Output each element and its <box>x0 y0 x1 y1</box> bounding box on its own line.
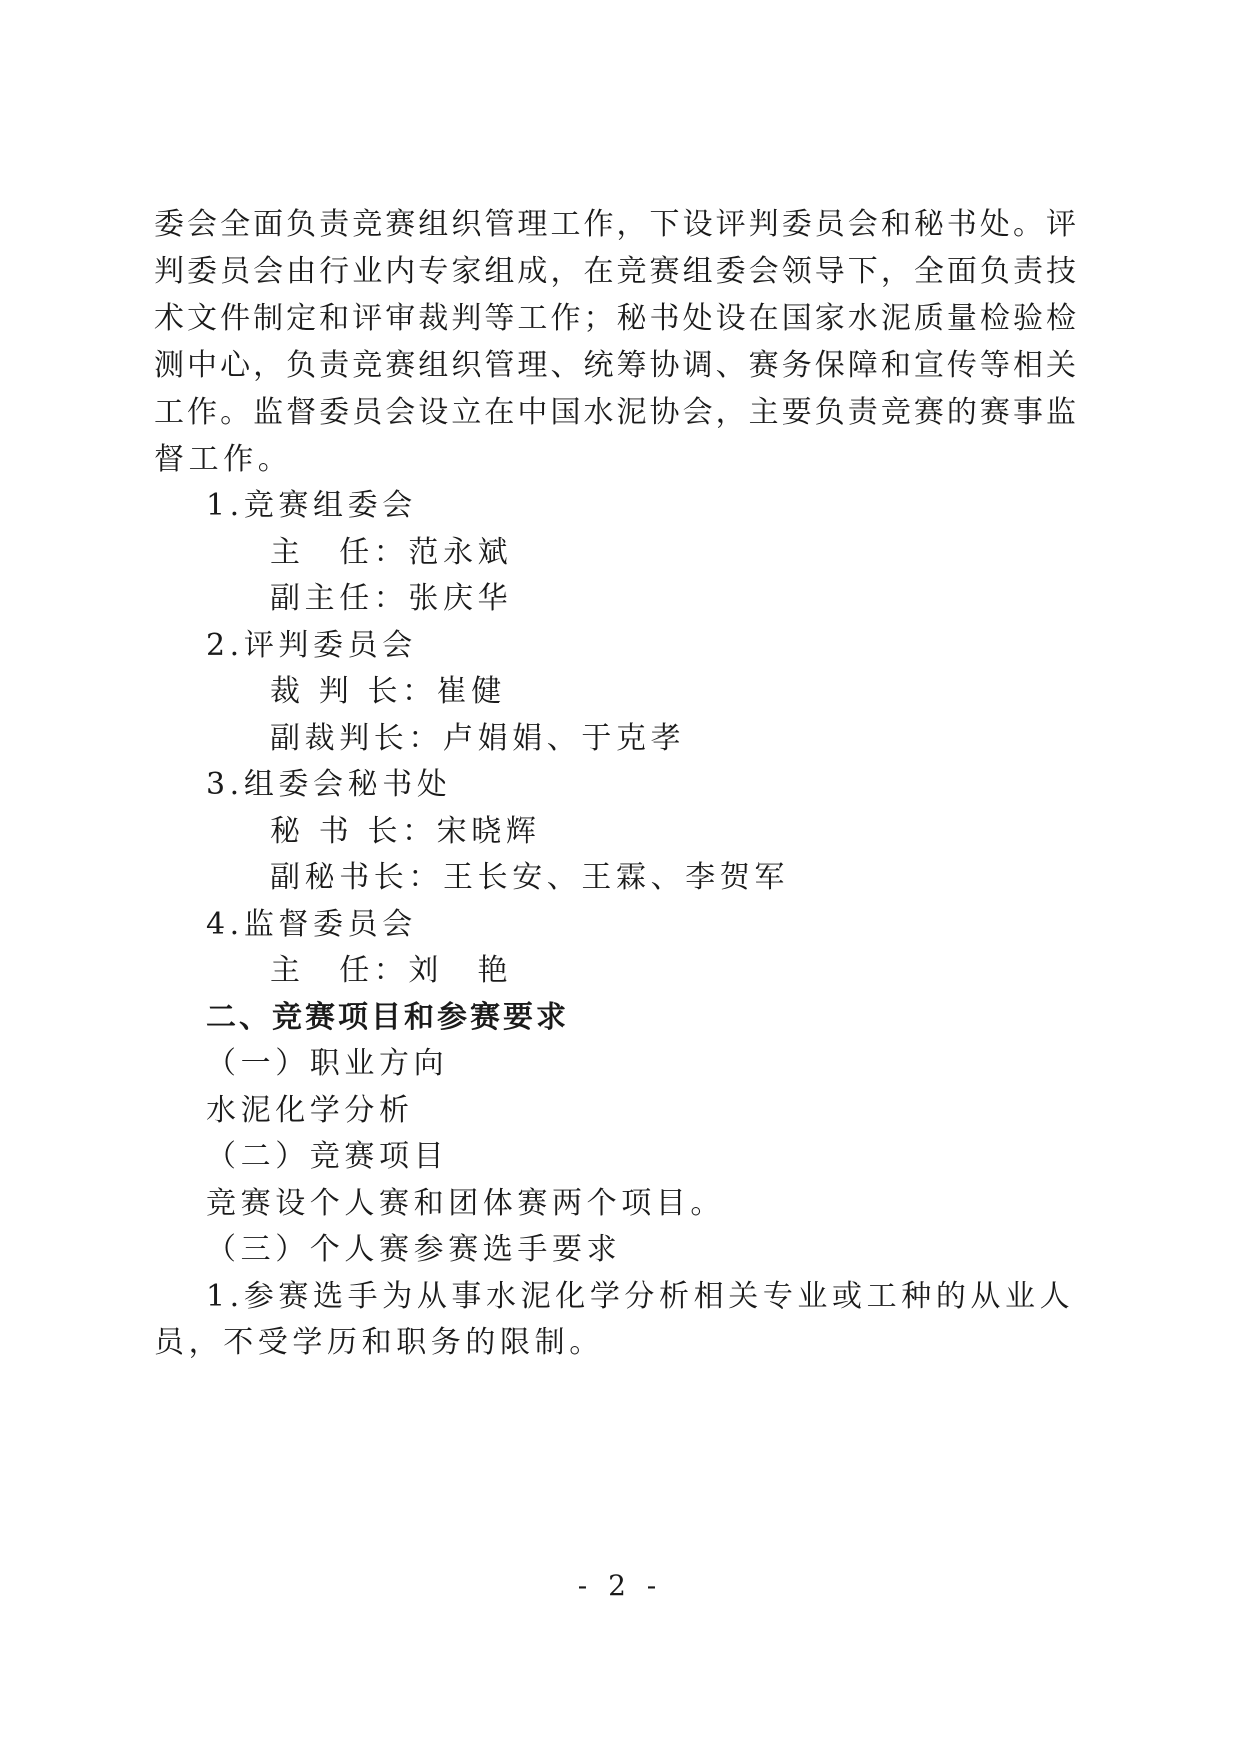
paragraph-line: 督工作。 <box>154 442 293 477</box>
paragraph-line: 委会全面负责竞赛组织管理工作，下设评判委员会和秘书处。评 <box>154 207 1076 242</box>
subsection-title: （一）职业方向 <box>206 1046 449 1081</box>
subsection-title: （三）个人赛参赛选手要求 <box>206 1232 622 1267</box>
judging-committee-title: 2.评判委员会 <box>206 628 417 663</box>
subsection-title: （二）竞赛项目 <box>206 1139 449 1174</box>
paragraph-line: 术文件制定和评审裁判等工作；秘书处设在国家水泥质量检验检 <box>154 301 1076 336</box>
organizing-committee-director: 主 任：范永斌 <box>270 535 513 570</box>
paragraph-line: 工作。监督委员会设立在中国水泥协会，主要负责竞赛的赛事监 <box>154 395 1076 430</box>
section-heading: 二、竞赛项目和参赛要求 <box>206 1000 569 1035</box>
organizing-committee-deputy-director: 副主任：张庆华 <box>270 581 513 616</box>
subsection-text: 竞赛设个人赛和团体赛两个项目。 <box>206 1186 725 1221</box>
requirement-item: 1.参赛选手为从事水泥化学分析相关专业或工种的从业人 <box>206 1279 1075 1314</box>
chief-judge: 裁 判 长：崔健 <box>270 674 506 709</box>
deputy-secretary-general: 副秘书长：王长安、王霖、李贺军 <box>270 860 789 895</box>
subsection-text: 水泥化学分析 <box>206 1093 414 1128</box>
paragraph-line: 判委员会由行业内专家组成，在竞赛组委会领导下，全面负责技 <box>154 254 1076 289</box>
requirement-item-continuation: 员，不受学历和职务的限制。 <box>154 1325 604 1360</box>
paragraph-line: 测中心，负责竞赛组织管理、统筹协调、赛务保障和宣传等相关 <box>154 348 1076 383</box>
secretariat-title: 3.组委会秘书处 <box>206 767 452 802</box>
deputy-chief-judge: 副裁判长：卢娟娟、于克孝 <box>270 721 686 756</box>
supervisory-committee-director: 主 任：刘 艳 <box>270 953 513 988</box>
page-number: - 2 - <box>577 1569 663 1602</box>
supervisory-committee-title: 4.监督委员会 <box>206 907 417 942</box>
organizing-committee-title: 1.竞赛组委会 <box>206 488 417 523</box>
secretary-general: 秘 书 长：宋晓辉 <box>270 814 541 849</box>
